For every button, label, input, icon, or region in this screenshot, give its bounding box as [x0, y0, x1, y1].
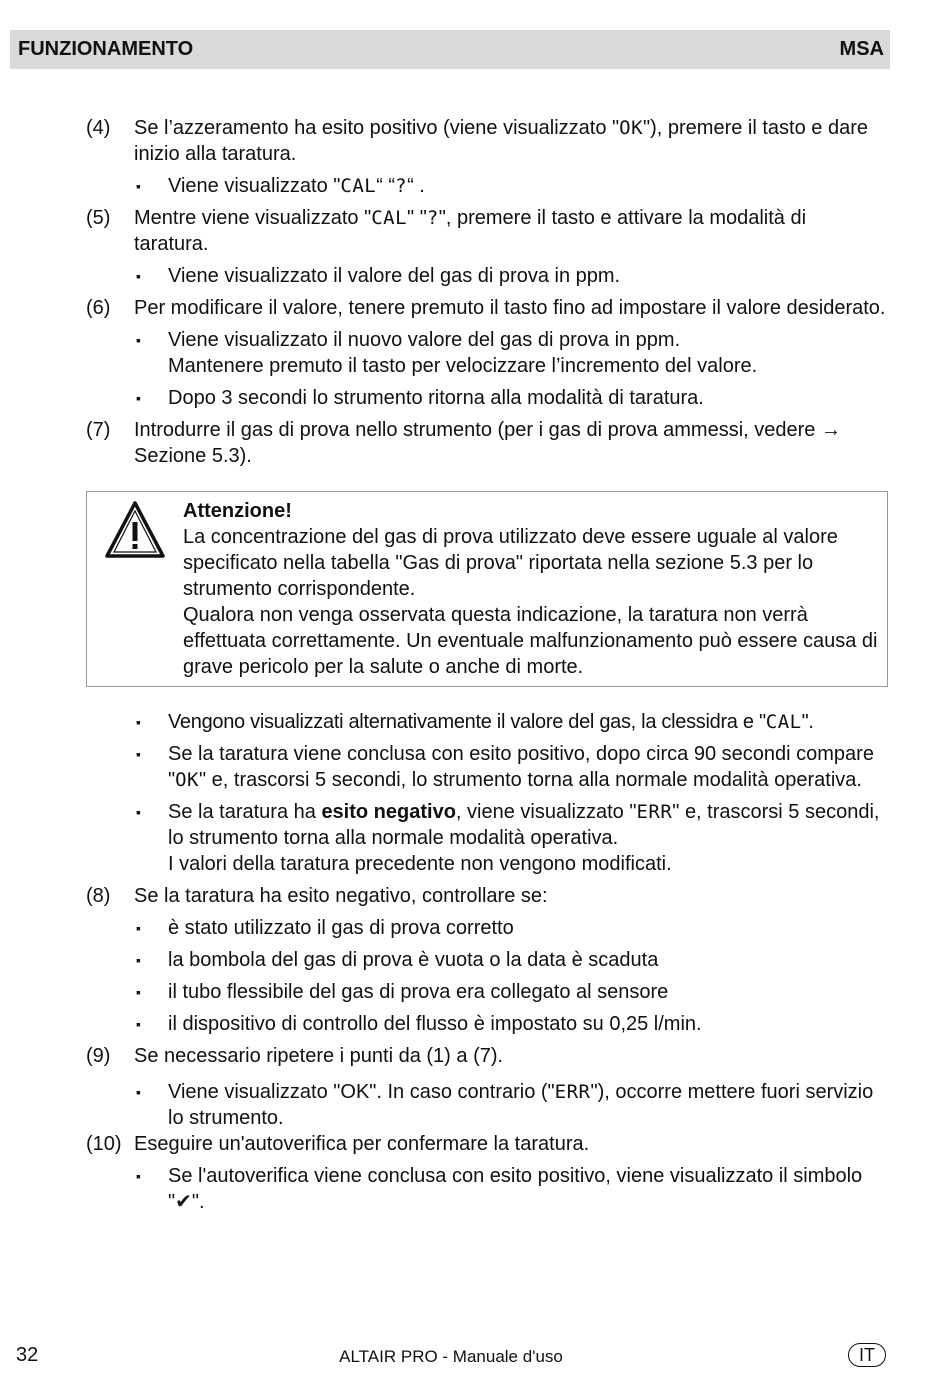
step-number: (6): [86, 297, 111, 319]
list-item: ▪ Viene visualizzato il valore del gas di prova in ppm.: [136, 265, 621, 287]
page-number: 32: [16, 1344, 39, 1366]
bullet-icon: ▪: [136, 804, 141, 820]
manual-title: ALTAIR PRO - Manuale d'uso: [339, 1347, 563, 1366]
brand-label: MSA: [839, 38, 884, 60]
list-item: ▪ Viene visualizzato il nuovo valore del gas di prova in ppm. Mantenere premuto il tasto per velocizzare l’incremento del valore.: [136, 329, 758, 377]
section-title: FUNZIONAMENTO: [18, 38, 194, 60]
checkmark-icon: ✔: [175, 1191, 192, 1213]
page-footer: [0, 1342, 950, 1372]
warning-triangle-icon: [87, 498, 183, 680]
bullet-icon: ▪: [136, 746, 141, 762]
bullet-icon: ▪: [136, 984, 141, 1000]
warning-text: [183, 498, 879, 680]
step-10: [86, 1131, 886, 1157]
list-item: ▪ è stato utilizzato il gas di prova corretto: [136, 917, 514, 939]
display-code: OK: [619, 117, 644, 139]
step-8: [86, 883, 886, 909]
main-content: [86, 115, 886, 1215]
bullet-icon: ▪: [136, 714, 141, 730]
bullet-icon: ▪: [136, 1168, 141, 1184]
step-4: [86, 115, 886, 167]
step-text: Se necessario ripetere i punti da (1) a (7).: [134, 1045, 504, 1067]
bullet-icon: ▪: [136, 1016, 141, 1032]
step-text: Eseguire un'autoverifica per confermare la taratura.: [134, 1133, 590, 1155]
step-text: Se l’azzeramento ha esito positivo (viene visualizzato "OK"), premere il tasto e dare inizio alla taratura.: [134, 117, 868, 165]
bullet-icon: ▪: [136, 1084, 141, 1100]
step-9: [86, 1043, 886, 1069]
step-7: [86, 417, 886, 469]
step-5: [86, 205, 886, 257]
bullet-icon: ▪: [136, 268, 141, 284]
step-text: Mentre viene visualizzato "CAL" "?", premere il tasto e attivare la modalità di taratura.: [134, 207, 807, 255]
list-item: ▪ la bombola del gas di prova è vuota o la data è scaduta: [136, 949, 659, 971]
step-number: (5): [86, 207, 111, 229]
warning-paragraph: Qualora non venga osservata questa indicazione, la taratura non verrà effettuata correttamente. Un eventuale malfunzionamento può essere causa di grave pericolo per la salute o anche di morte.: [183, 604, 878, 678]
list-item: ▪ il dispositivo di controllo del flusso è impostato su 0,25 l/min.: [136, 1013, 702, 1035]
step-6: [86, 295, 886, 321]
list-item: ▪ Se l'autoverifica viene conclusa con esito positivo, viene visualizzato il simbolo "✔".: [136, 1165, 863, 1213]
step-number: (10): [86, 1133, 122, 1155]
list-item: ▪ Dopo 3 secondi lo strumento ritorna alla modalità di taratura.: [136, 387, 704, 409]
bullet-icon: ▪: [136, 178, 141, 194]
warning-title: Attenzione!: [183, 500, 292, 522]
step-number: (7): [86, 419, 111, 441]
list-item: ▪ Se la taratura ha esito negativo, viene visualizzato "ERR" e, trascorsi 5 secondi, lo strumento torna alla normale modalità operativa. I valori della taratura precedente non vengono modificati.: [136, 801, 880, 875]
list-item: ▪ il tubo flessibile del gas di prova era collegato al sensore: [136, 981, 669, 1003]
step-text: Per modificare il valore, tenere premuto il tasto fino ad impostare il valore desiderato.: [134, 297, 886, 319]
warning-paragraph: La concentrazione del gas di prova utilizzato deve essere uguale al valore specificato nella tabella "Gas di prova" riportata nella sezione 5.3 per lo strumento corrispondente.: [183, 526, 838, 600]
bullet-icon: ▪: [136, 390, 141, 406]
step-number: (9): [86, 1045, 111, 1067]
bullet-icon: ▪: [136, 332, 141, 348]
step-text: Introdurre il gas di prova nello strumento (per i gas di prova ammessi, vedere → Sezione 5.3).: [134, 419, 841, 467]
step-number: (4): [86, 117, 111, 139]
arrow-right-icon: →: [820, 419, 841, 441]
step-number: (8): [86, 885, 111, 907]
list-item: ▪ Vengono visualizzati alternativamente il valore del gas, la clessidra e "CAL".: [136, 711, 814, 733]
list-item: ▪ Se la taratura viene conclusa con esito positivo, dopo circa 90 secondi compare "OK" e, trascorsi 5 secondi, lo strumento torna alla normale modalità operativa.: [136, 743, 874, 791]
step-text: Se la taratura ha esito negativo, controllare se:: [134, 885, 548, 907]
language-badge: IT: [848, 1343, 886, 1367]
bullet-icon: ▪: [136, 920, 141, 936]
bullet-icon: ▪: [136, 952, 141, 968]
list-item: ▪ Viene visualizzato "OK". In caso contrario ("ERR"), occorre mettere fuori servizio lo strumento.: [136, 1081, 874, 1129]
list-item: ▪ Viene visualizzato "CAL“ “?“ .: [136, 175, 425, 197]
page-header: [10, 30, 890, 69]
warning-box: [86, 491, 888, 687]
